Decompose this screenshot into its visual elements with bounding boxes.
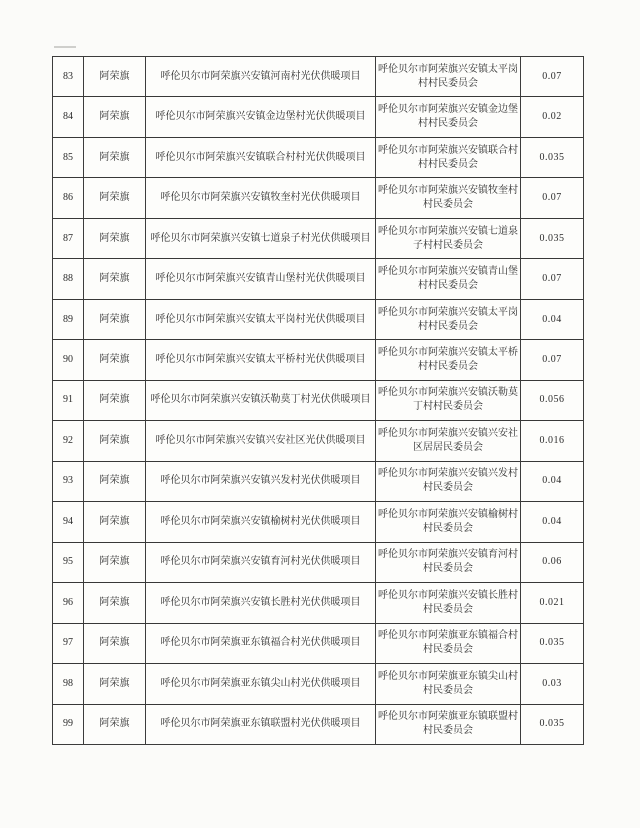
row-number-cell: 93 xyxy=(53,462,84,501)
value-cell: 0.035 xyxy=(539,637,565,649)
table-row xyxy=(53,381,583,421)
project-name-cell: 呼伦贝尔市阿荣旗兴安镇榆树村光伏供暖项目 xyxy=(146,502,376,541)
project-name-cell: 呼伦贝尔市阿荣旗兴安镇七道泉子村光伏供暖项目 xyxy=(146,219,376,258)
row-number-cell: 88 xyxy=(53,259,84,298)
committee-cell: 呼伦贝尔市阿荣旗兴安镇沃勒莫丁村村民委员会 xyxy=(376,381,521,420)
table-row xyxy=(53,502,583,542)
value-cell: 0.02 xyxy=(542,111,562,123)
row-number-cell: 86 xyxy=(53,178,84,217)
value-cell: 0.035 xyxy=(539,718,565,730)
banner-cell: 阿荣旗 xyxy=(84,502,146,541)
banner-cell: 阿荣旗 xyxy=(84,381,146,420)
banner-cell: 阿荣旗 xyxy=(84,462,146,501)
table-row xyxy=(53,259,583,299)
banner-cell: 阿荣旗 xyxy=(84,421,146,460)
value-cell: 0.04 xyxy=(542,313,562,325)
project-name-cell: 呼伦贝尔市阿荣旗兴安镇联合村村光伏供暖项目 xyxy=(146,138,376,177)
project-name-cell: 呼伦贝尔市阿荣旗兴安镇太平桥村光伏供暖项目 xyxy=(146,340,376,379)
banner-cell: 阿荣旗 xyxy=(84,664,146,703)
committee-cell: 呼伦贝尔市阿荣旗兴安镇育河村村民委员会 xyxy=(376,543,521,582)
value-cell: 0.07 xyxy=(542,192,562,204)
committee-cell: 呼伦贝尔市阿荣旗兴安镇兴发村村民委员会 xyxy=(376,462,521,501)
project-name-cell: 呼伦贝尔市阿荣旗亚东镇联盟村光伏供暖项目 xyxy=(146,705,376,744)
table-row xyxy=(53,705,583,744)
committee-cell: 呼伦贝尔市阿荣旗兴安镇联合村村村民委员会 xyxy=(376,138,521,177)
banner-cell: 阿荣旗 xyxy=(84,57,146,96)
banner-cell: 阿荣旗 xyxy=(84,219,146,258)
committee-cell: 呼伦贝尔市阿荣旗兴安镇兴安社区居居民委员会 xyxy=(376,421,521,460)
committee-cell: 呼伦贝尔市阿荣旗兴安镇七道泉子村村民委员会 xyxy=(376,219,521,258)
value-cell: 0.021 xyxy=(539,596,565,608)
table-row xyxy=(53,178,583,218)
table-row xyxy=(53,543,583,583)
row-number-cell: 92 xyxy=(53,421,84,460)
banner-cell: 阿荣旗 xyxy=(84,97,146,136)
table-row xyxy=(53,583,583,623)
table-row xyxy=(53,138,583,178)
value-cell: 0.06 xyxy=(542,556,562,568)
project-name-cell: 呼伦贝尔市阿荣旗兴安镇金边堡村光伏供暖项目 xyxy=(146,97,376,136)
table-row xyxy=(53,664,583,704)
banner-cell: 阿荣旗 xyxy=(84,543,146,582)
project-name-cell: 呼伦贝尔市阿荣旗亚东镇福合村光伏供暖项目 xyxy=(146,624,376,663)
value-cell: 0.07 xyxy=(542,70,562,82)
table-row xyxy=(53,57,583,97)
value-cell: 0.03 xyxy=(542,677,562,689)
table-row xyxy=(53,219,583,259)
row-number-cell: 85 xyxy=(53,138,84,177)
committee-cell: 呼伦贝尔市阿荣旗兴安镇太平岗村村民委员会 xyxy=(376,300,521,339)
committee-cell: 呼伦贝尔市阿荣旗亚东镇尖山村村民委员会 xyxy=(376,664,521,703)
value-cell: 0.04 xyxy=(542,515,562,527)
value-cell: 0.056 xyxy=(539,394,565,406)
value-cell: 0.04 xyxy=(542,475,562,487)
project-name-cell: 呼伦贝尔市阿荣旗兴安镇沃勒莫丁村光伏供暖项目 xyxy=(146,381,376,420)
banner-cell: 阿荣旗 xyxy=(84,583,146,622)
committee-cell: 呼伦贝尔市阿荣旗亚东镇福合村村民委员会 xyxy=(376,624,521,663)
value-cell: 0.035 xyxy=(539,151,565,163)
committee-cell: 呼伦贝尔市阿荣旗亚东镇联盟村村民委员会 xyxy=(376,705,521,744)
project-name-cell: 呼伦贝尔市阿荣旗兴安镇太平岗村光伏供暖项目 xyxy=(146,300,376,339)
project-name-cell: 呼伦贝尔市阿荣旗亚东镇尖山村光伏供暖项目 xyxy=(146,664,376,703)
project-table xyxy=(52,56,584,745)
row-number-cell: 97 xyxy=(53,624,84,663)
committee-cell: 呼伦贝尔市阿荣旗兴安镇太平岗村村民委员会 xyxy=(376,57,521,96)
table-row xyxy=(53,300,583,340)
committee-cell: 呼伦贝尔市阿荣旗兴安镇榆树村村民委员会 xyxy=(376,502,521,541)
table-row xyxy=(53,340,583,380)
row-number-cell: 87 xyxy=(53,219,84,258)
project-name-cell: 呼伦贝尔市阿荣旗兴安镇河南村光伏供暖项目 xyxy=(146,57,376,96)
value-cell: 0.016 xyxy=(539,434,565,446)
committee-cell: 呼伦贝尔市阿荣旗兴安镇长胜村村民委员会 xyxy=(376,583,521,622)
project-name-cell: 呼伦贝尔市阿荣旗兴安镇育河村光伏供暖项目 xyxy=(146,543,376,582)
scan-artifact-line xyxy=(54,46,76,48)
banner-cell: 阿荣旗 xyxy=(84,300,146,339)
row-number-cell: 98 xyxy=(53,664,84,703)
project-name-cell: 呼伦贝尔市阿荣旗兴安镇牧奎村光伏供暖项目 xyxy=(146,178,376,217)
row-number-cell: 90 xyxy=(53,340,84,379)
row-number-cell: 89 xyxy=(53,300,84,339)
banner-cell: 阿荣旗 xyxy=(84,340,146,379)
value-cell: 0.035 xyxy=(539,232,565,244)
committee-cell: 呼伦贝尔市阿荣旗兴安镇太平桥村村民委员会 xyxy=(376,340,521,379)
project-name-cell: 呼伦贝尔市阿荣旗兴安镇兴发村光伏供暖项目 xyxy=(146,462,376,501)
project-name-cell: 呼伦贝尔市阿荣旗兴安镇长胜村光伏供暖项目 xyxy=(146,583,376,622)
committee-cell: 呼伦贝尔市阿荣旗兴安镇青山堡村村民委员会 xyxy=(376,259,521,298)
row-number-cell: 91 xyxy=(53,381,84,420)
row-number-cell: 94 xyxy=(53,502,84,541)
project-name-cell: 呼伦贝尔市阿荣旗兴安镇青山堡村光伏供暖项目 xyxy=(146,259,376,298)
project-name-cell: 呼伦贝尔市阿荣旗兴安镇兴安社区光伏供暖项目 xyxy=(146,421,376,460)
table-row xyxy=(53,97,583,137)
banner-cell: 阿荣旗 xyxy=(84,705,146,744)
row-number-cell: 96 xyxy=(53,583,84,622)
committee-cell: 呼伦贝尔市阿荣旗兴安镇牧奎村村民委员会 xyxy=(376,178,521,217)
row-number-cell: 83 xyxy=(53,57,84,96)
banner-cell: 阿荣旗 xyxy=(84,178,146,217)
committee-cell: 呼伦贝尔市阿荣旗兴安镇金边堡村村民委员会 xyxy=(376,97,521,136)
row-number-cell: 95 xyxy=(53,543,84,582)
table-row xyxy=(53,421,583,461)
banner-cell: 阿荣旗 xyxy=(84,138,146,177)
banner-cell: 阿荣旗 xyxy=(84,259,146,298)
row-number-cell: 84 xyxy=(53,97,84,136)
row-number-cell: 99 xyxy=(53,705,84,744)
table-row xyxy=(53,624,583,664)
banner-cell: 阿荣旗 xyxy=(84,624,146,663)
table-row xyxy=(53,462,583,502)
value-cell: 0.07 xyxy=(542,354,562,366)
value-cell: 0.07 xyxy=(542,273,562,285)
